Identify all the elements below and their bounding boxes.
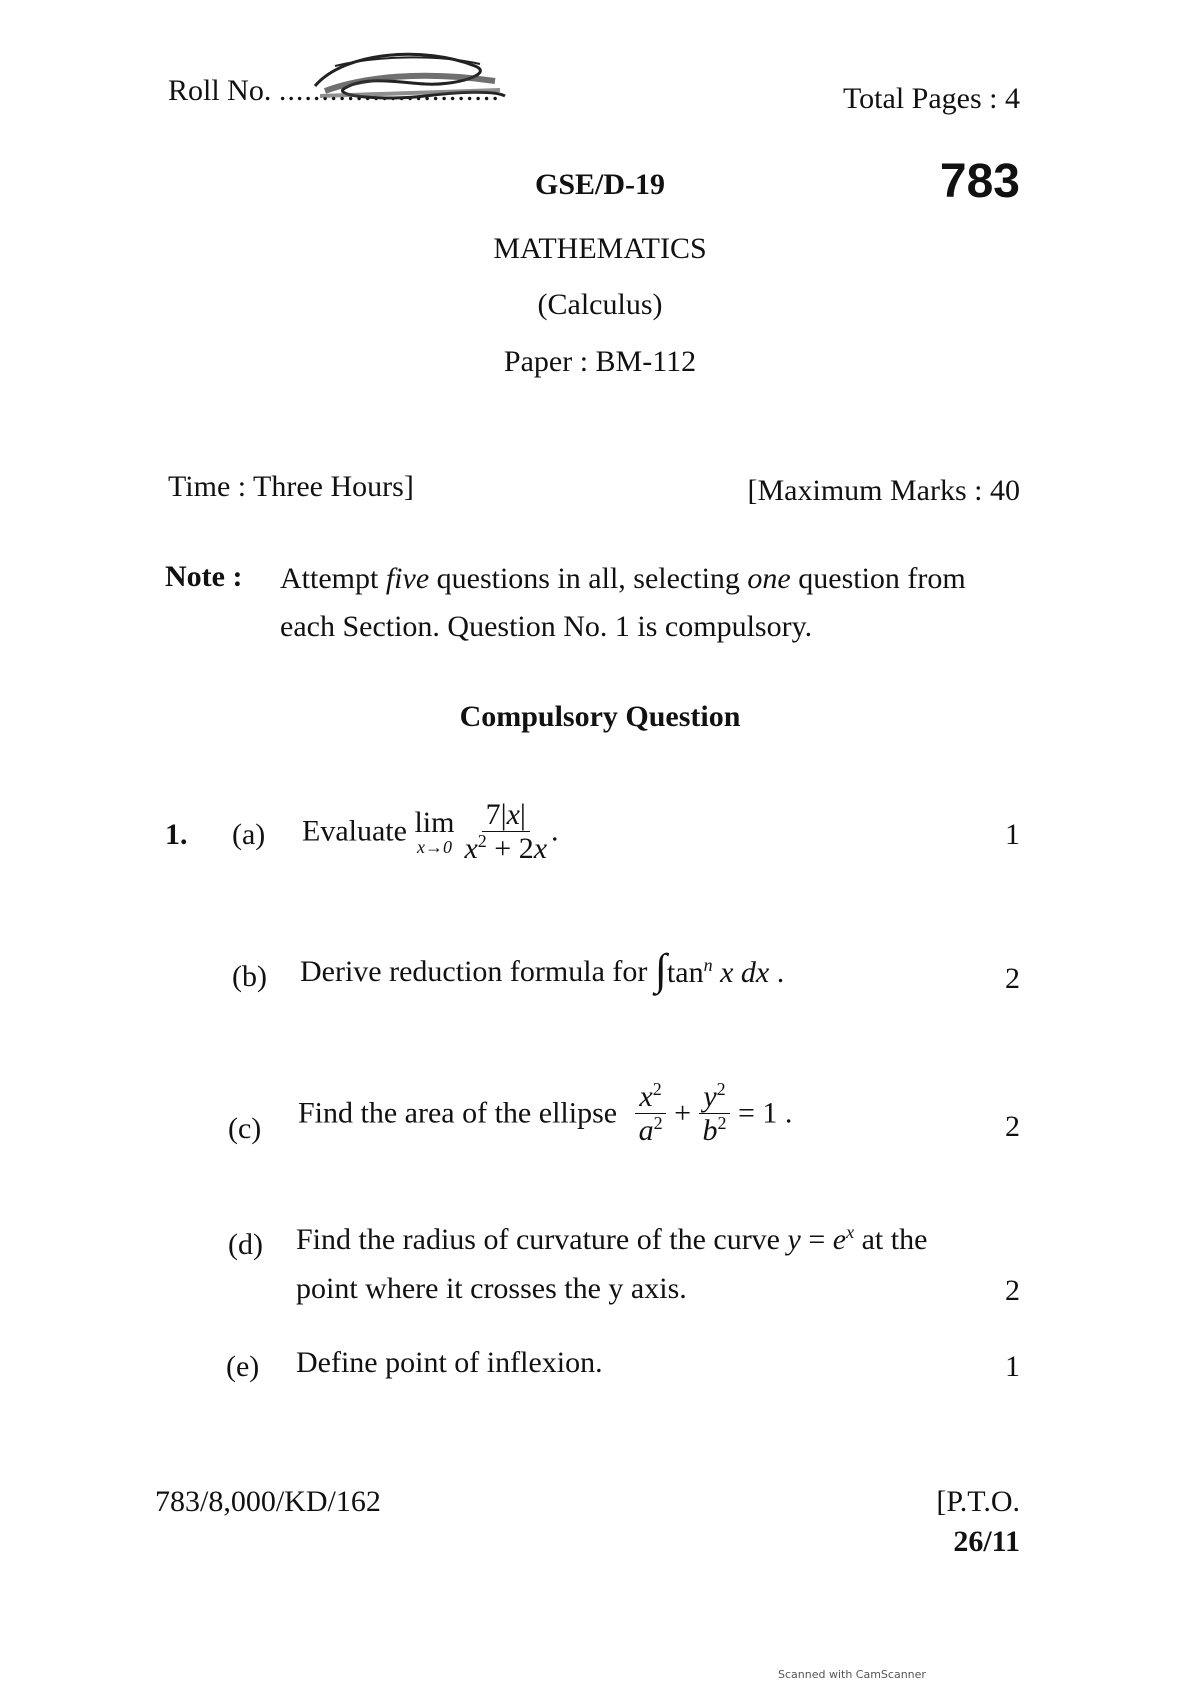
redacted-roll-number-scribble [305,46,515,116]
note-line-1: Attempt five questions in all, selecting one question from [280,562,966,595]
maximum-marks: [Maximum Marks : 40 [747,474,1020,507]
note-label: Note : [165,560,243,593]
part-d-marks: 2 [1005,1274,1020,1307]
part-c-label: (c) [228,1112,262,1145]
time-allowed: Time : Three Hours] [168,470,414,503]
question-number: 1. [165,818,188,851]
scan-watermark: Scanned with CamScanner [778,1668,926,1681]
fraction-7abs-x-over-x2-plus-2x: $\frac{7|x|}{x^2 + 2x}$ [464,798,548,865]
paper-number: 783 [939,155,1020,208]
integral-sign: ∫ [654,945,667,994]
footer-date: 26/11 [953,1525,1020,1558]
roll-number-label: Roll No. .......................... [168,74,500,107]
part-e-marks: 1 [1005,1350,1020,1383]
part-c-marks: 2 [1005,1110,1020,1143]
footer-code: 783/8,000/KD/162 [155,1485,381,1518]
part-a-question: Evaluate lim x→0 $\frac{7|x|}{x^2 + 2x}$ . [302,798,559,865]
part-a-marks: 1 [1005,818,1020,851]
part-a-label: (a) [232,818,266,851]
paper-code: Paper : BM-112 [503,345,697,378]
subject: MATHEMATICS [493,232,707,265]
note-line-2: each Section. Question No. 1 is compulsory. [280,610,813,643]
part-e-label: (e) [226,1350,260,1383]
fraction-x2-over-a2: $\frac{x^2}{a^2}$ [635,1080,667,1147]
topic: (Calculus) [537,288,663,321]
section-title: Compulsory Question [459,700,741,733]
please-turn-over: [P.T.O. [936,1485,1020,1518]
part-b-question: Derive reduction formula for $\int\tan^n$ x dx . [300,945,785,994]
part-d-label: (d) [228,1228,263,1261]
part-d-line-2: point where it crosses the y axis. [296,1272,687,1305]
fraction-y2-over-b2: $\frac{y^2}{b^2}$ [698,1080,730,1147]
part-e-question: Define point of inflexion. [296,1346,603,1379]
part-c-question: Find the area of the ellipse $\frac{x^2}{a^2}$ + $\frac{y^2}{b^2}$ = 1 . [298,1079,793,1147]
total-pages: Total Pages : 4 [842,82,1020,115]
exam-code: GSE/D-19 [534,168,666,201]
part-b-marks: 2 [1005,962,1020,995]
limit-expression: lim x→0 [414,805,455,857]
part-d-line-1: Find the radius of curvature of the curve $y = e^x$ at the [296,1222,928,1256]
part-b-label: (b) [232,960,267,993]
